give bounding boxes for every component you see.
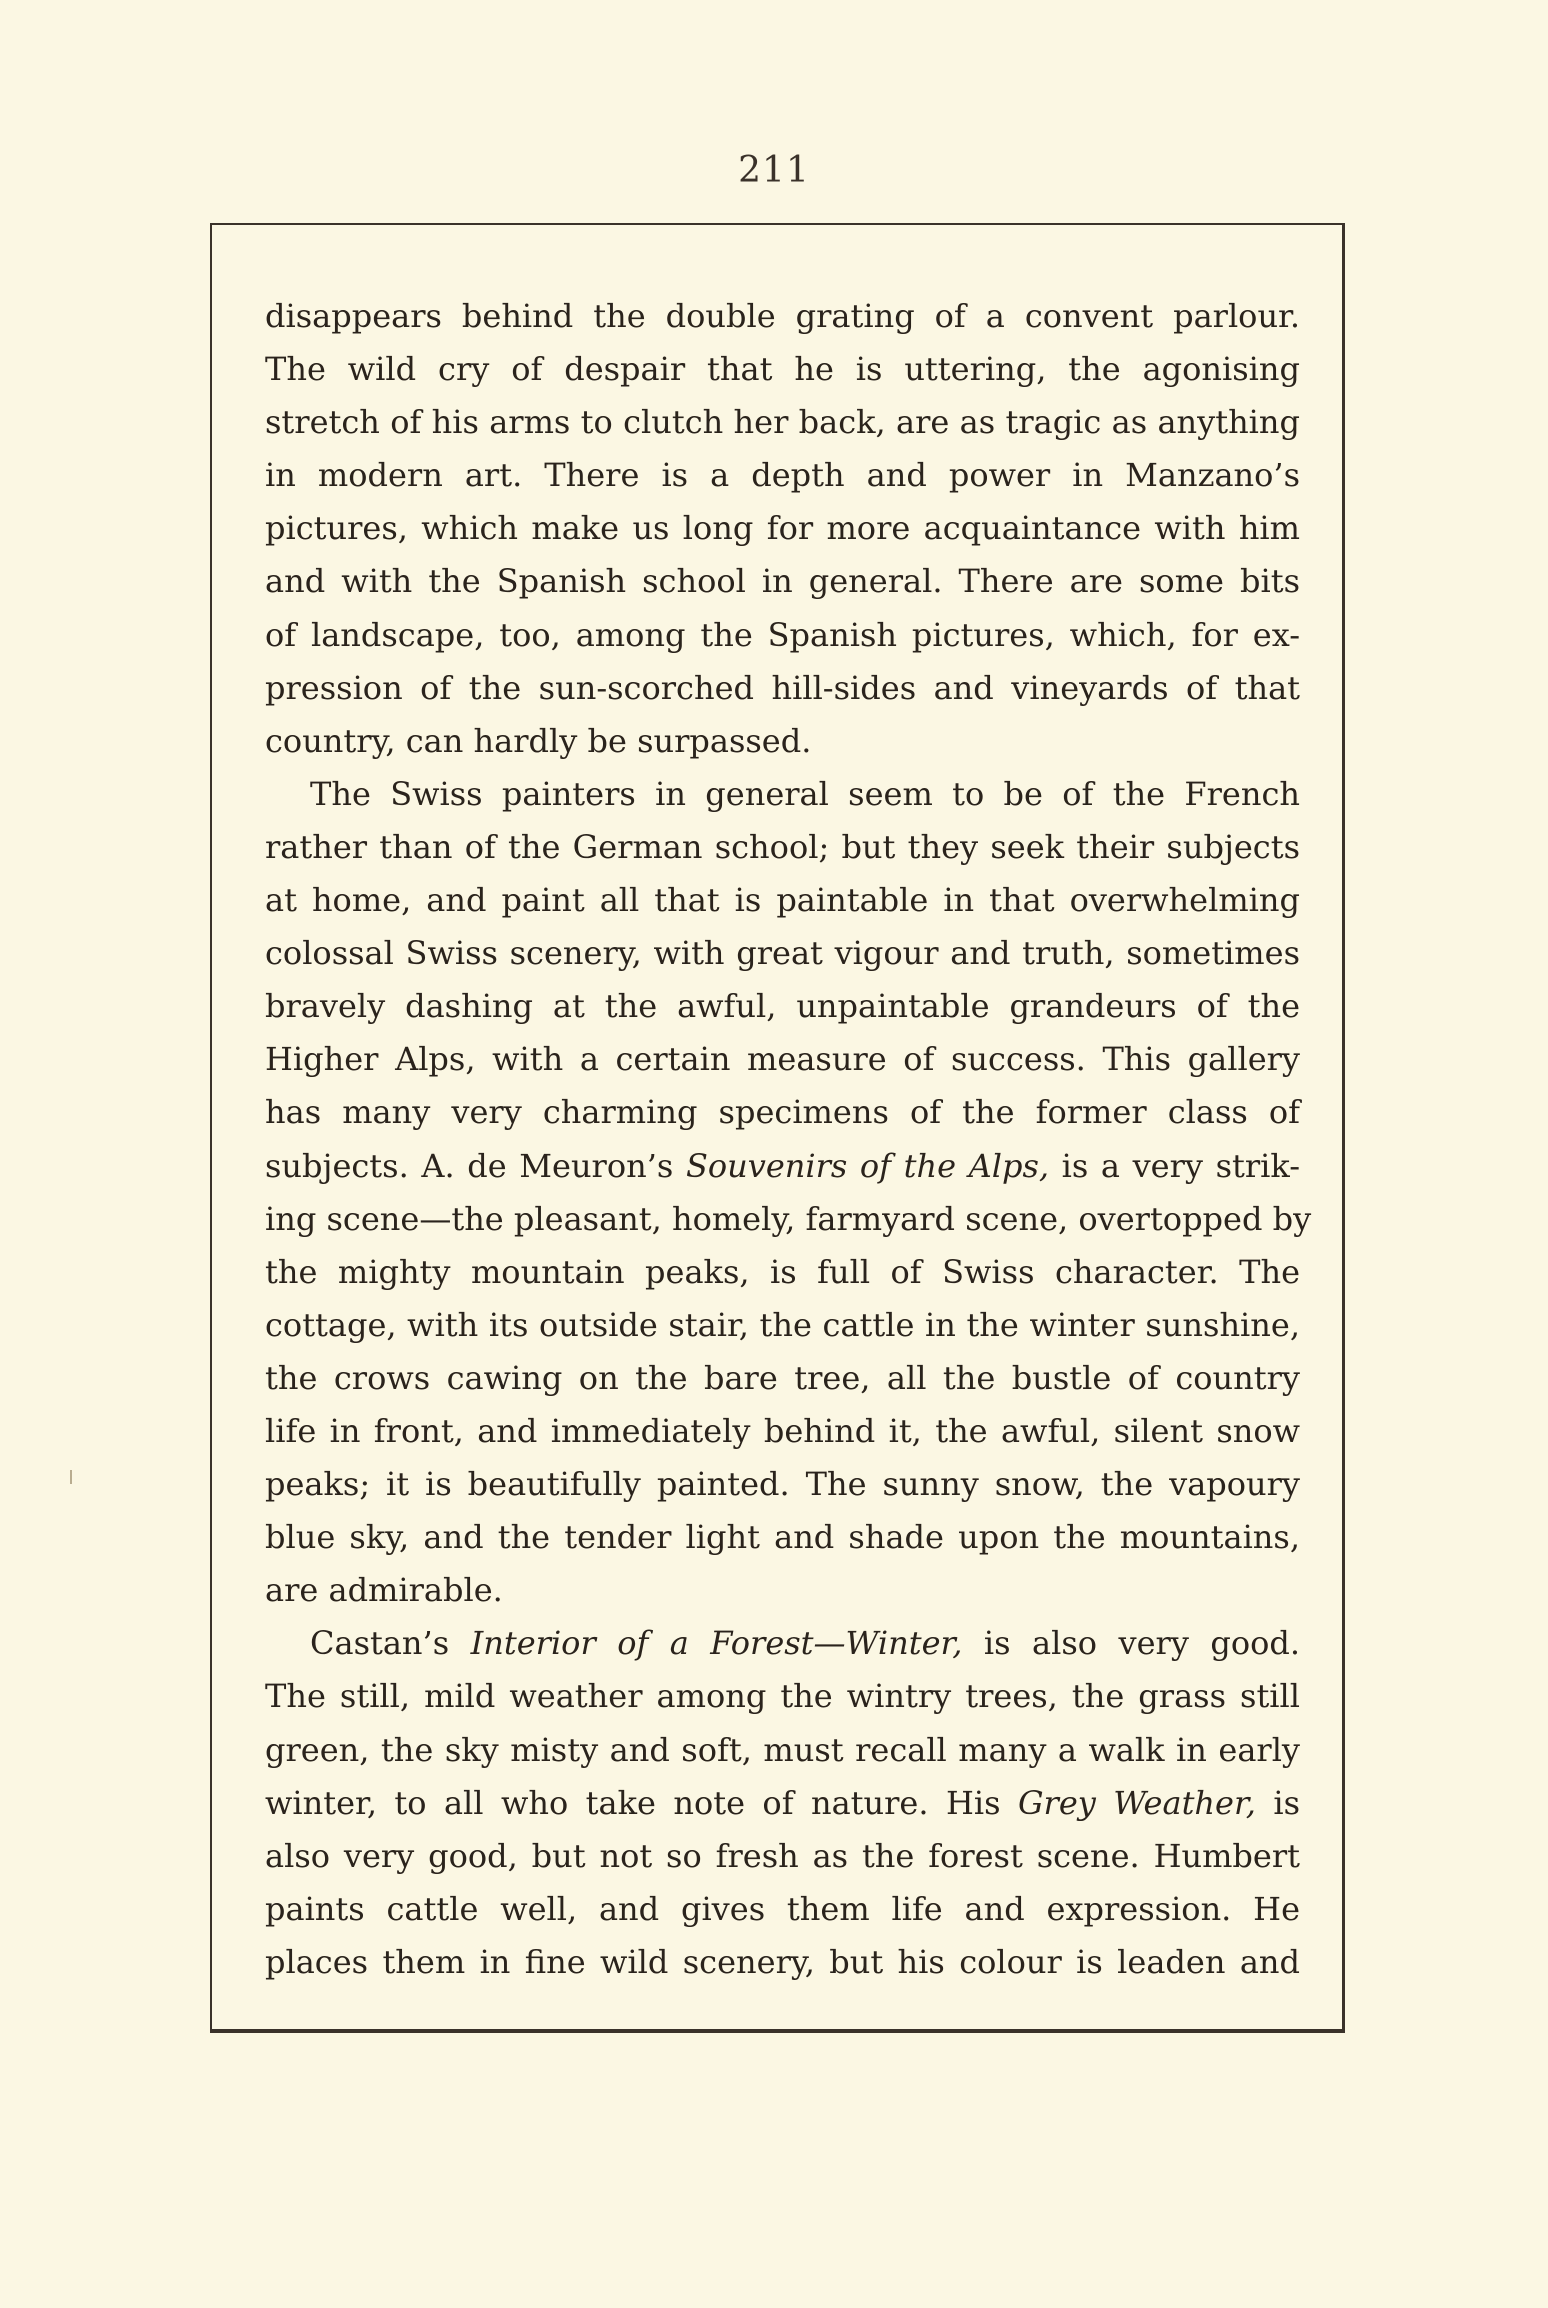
- text-fragment: winter, to all who take note of nature. His: [265, 1783, 1018, 1822]
- text-line: stretch of his arms to clutch her back, are as tragic as anything: [265, 403, 1300, 442]
- text-line-with-italic: [265, 1777, 1300, 1830]
- text-line: The wild cry of despair that he is uttering, the agonising: [265, 350, 1300, 389]
- text-line: country, can hardly be surpassed.: [265, 721, 812, 760]
- text-line-with-italic: [265, 1140, 1300, 1193]
- text-line: pictures, which make us long for more acquaintance with him: [265, 509, 1300, 548]
- text-line: also very good, but not so fresh as the forest scene. Humbert: [265, 1836, 1300, 1875]
- text-line: are admirable.: [265, 1571, 503, 1610]
- text-line: places them in fine wild scenery, but his colour is leaden and: [265, 1942, 1300, 1981]
- text-fragment: subjects. A. de Meuron’s: [265, 1146, 686, 1185]
- text-line: rather than of the German school; but they seek their subjects: [265, 827, 1300, 866]
- text-line: The still, mild weather among the wintry trees, the grass still: [265, 1677, 1300, 1716]
- text-line: paints cattle well, and gives them life and expression. He: [265, 1889, 1300, 1928]
- text-line: at home, and paint all that is paintable in that overwhelming: [265, 881, 1300, 920]
- italic-title: Souvenirs of the Alps,: [685, 1146, 1050, 1185]
- text-line: disappears behind the double grating of a convent parlour.: [265, 297, 1300, 335]
- text-fragment: is a very strik-: [1049, 1146, 1301, 1185]
- text-fragment: Castan’s: [310, 1624, 471, 1663]
- text-line: cottage, with its outside stair, the cattle in the winter sunshine,: [265, 1305, 1300, 1344]
- text-line: peaks; it is beautifully painted. The sunny snow, the vapoury: [265, 1465, 1300, 1504]
- italic-title: Grey Weather,: [1017, 1783, 1256, 1822]
- text-line: life in front, and immediately behind it, the awful, silent snow: [265, 1411, 1300, 1450]
- text-line: green, the sky misty and soft, must recall many a walk in early: [265, 1730, 1300, 1769]
- text-line: colossal Swiss scenery, with great vigour and truth, sometimes: [265, 934, 1300, 973]
- body-text: [265, 290, 1312, 1989]
- text-fragment: is also very good.: [962, 1624, 1301, 1663]
- text-line: pression of the sun-scorched hill-sides and vineyards of that: [265, 668, 1300, 707]
- text-line: and with the Spanish school in general. There are some bits: [265, 562, 1300, 601]
- text-line: blue sky, and the tender light and shade upon the mountains,: [265, 1518, 1300, 1557]
- text-line: of landscape, too, among the Spanish pictures, which, for ex-: [265, 615, 1300, 654]
- text-line: the crows cawing on the bare tree, all the bustle of country: [265, 1358, 1300, 1397]
- paper-mark: [70, 1470, 72, 1484]
- text-line: the mighty mountain peaks, is full of Swiss character. The: [265, 1252, 1300, 1291]
- text-line: Higher Alps, with a certain measure of success. This gallery: [265, 1040, 1300, 1079]
- text-line: ing scene—the pleasant, homely, farmyard scene, overtopped by: [265, 1199, 1312, 1238]
- text-line: in modern art. There is a depth and power in Manzano’s: [265, 456, 1300, 495]
- text-line: has many very charming specimens of the former class of: [265, 1093, 1300, 1132]
- text-line: The Swiss painters in general seem to be of the French: [310, 774, 1300, 813]
- text-line-with-italic: [265, 1617, 1300, 1670]
- page-number: 211: [738, 150, 810, 191]
- italic-title: Interior of a Forest—Winter,: [470, 1624, 963, 1663]
- text-line: bravely dashing at the awful, unpaintable grandeurs of the: [265, 987, 1300, 1026]
- text-fragment: is: [1255, 1783, 1301, 1822]
